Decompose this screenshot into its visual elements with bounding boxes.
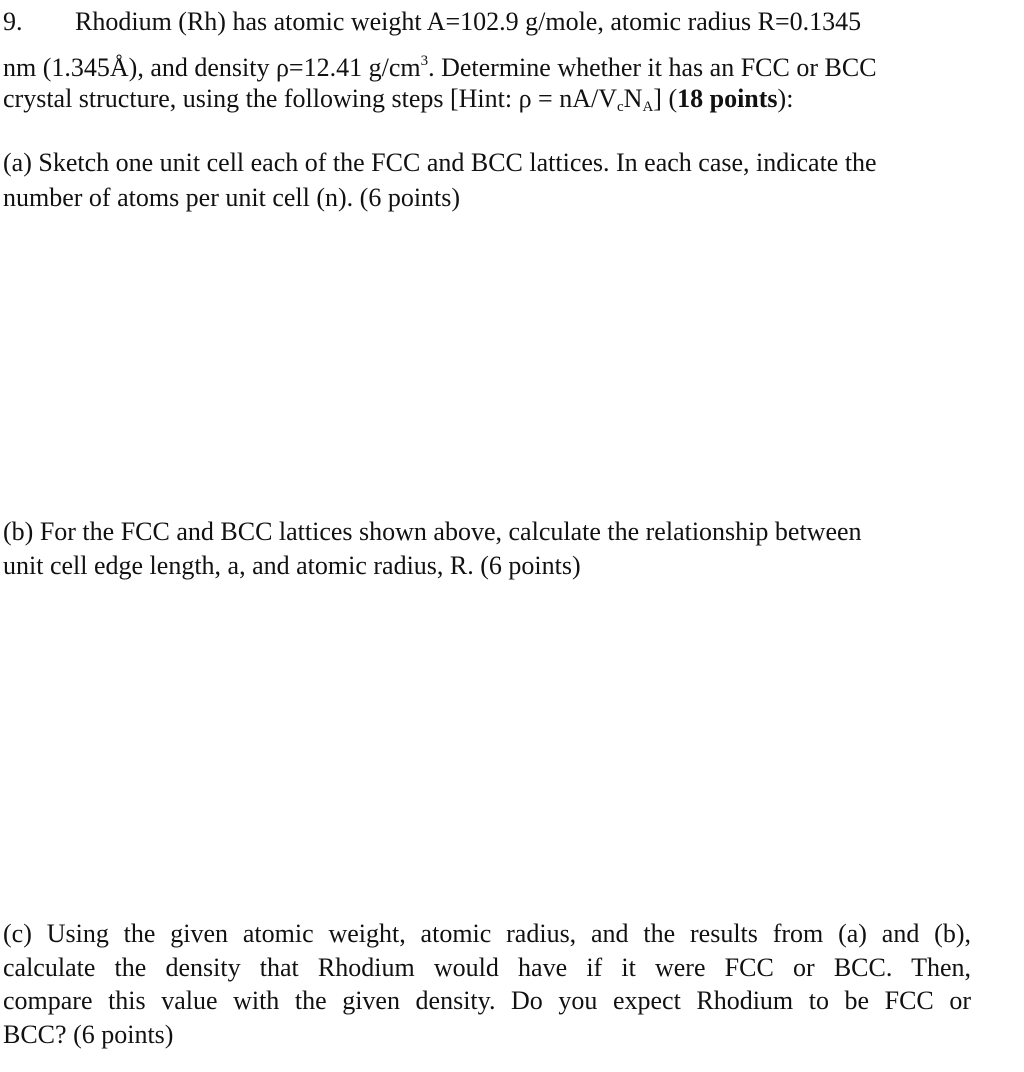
question-text-line-3c: ] ( [653,84,678,113]
question-text-line-2b: . Determine whether it has an FCC or BCC [428,53,877,82]
subscript-a: A [642,99,654,115]
question-text-line-3b: N [623,84,643,113]
part-c-line-1: (c) Using the given atomic weight, atomic radius, and the results from (a) and (b), [3,919,971,948]
question-text-line-2a: nm (1.345Å), and density ρ=12.41 g/cm [3,53,421,82]
question-line-3 [3,82,793,124]
part-a-line-1: (a) Sketch one unit cell each of the FCC and BCC lattices. In each case, indicate the [3,148,877,177]
superscript-3: 3 [420,53,429,69]
total-points: 18 points [677,84,778,113]
question-number: 9. [3,7,23,36]
part-b-line-2: unit cell edge length, a, and atomic radius, R. (6 points) [3,551,581,580]
part-c-line-4: BCC? (6 points) [3,1020,174,1049]
part-a-line-2: number of atoms per unit cell (n). (6 points) [3,183,461,212]
question-line-1 [3,5,861,39]
question-line-2 [3,44,877,85]
question-text-line-1: Rhodium (Rh) has atomic weight A=102.9 g/mole, atomic radius R=0.1345 [75,7,862,36]
part-b-line-1: (b) For the FCC and BCC lattices shown above, calculate the relationship between [3,517,862,546]
question-text-line-3a: crystal structure, using the following steps [Hint: ρ = nA/V [3,84,617,113]
part-c-line-2: calculate the density that Rhodium would have if it were FCC or BCC. Then, [3,953,971,982]
part-c-line-3: compare this value with the given density. Do you expect Rhodium to be FCC or [3,986,971,1015]
subscript-c: c [617,99,624,115]
question-text-line-3d: ): [777,84,794,113]
